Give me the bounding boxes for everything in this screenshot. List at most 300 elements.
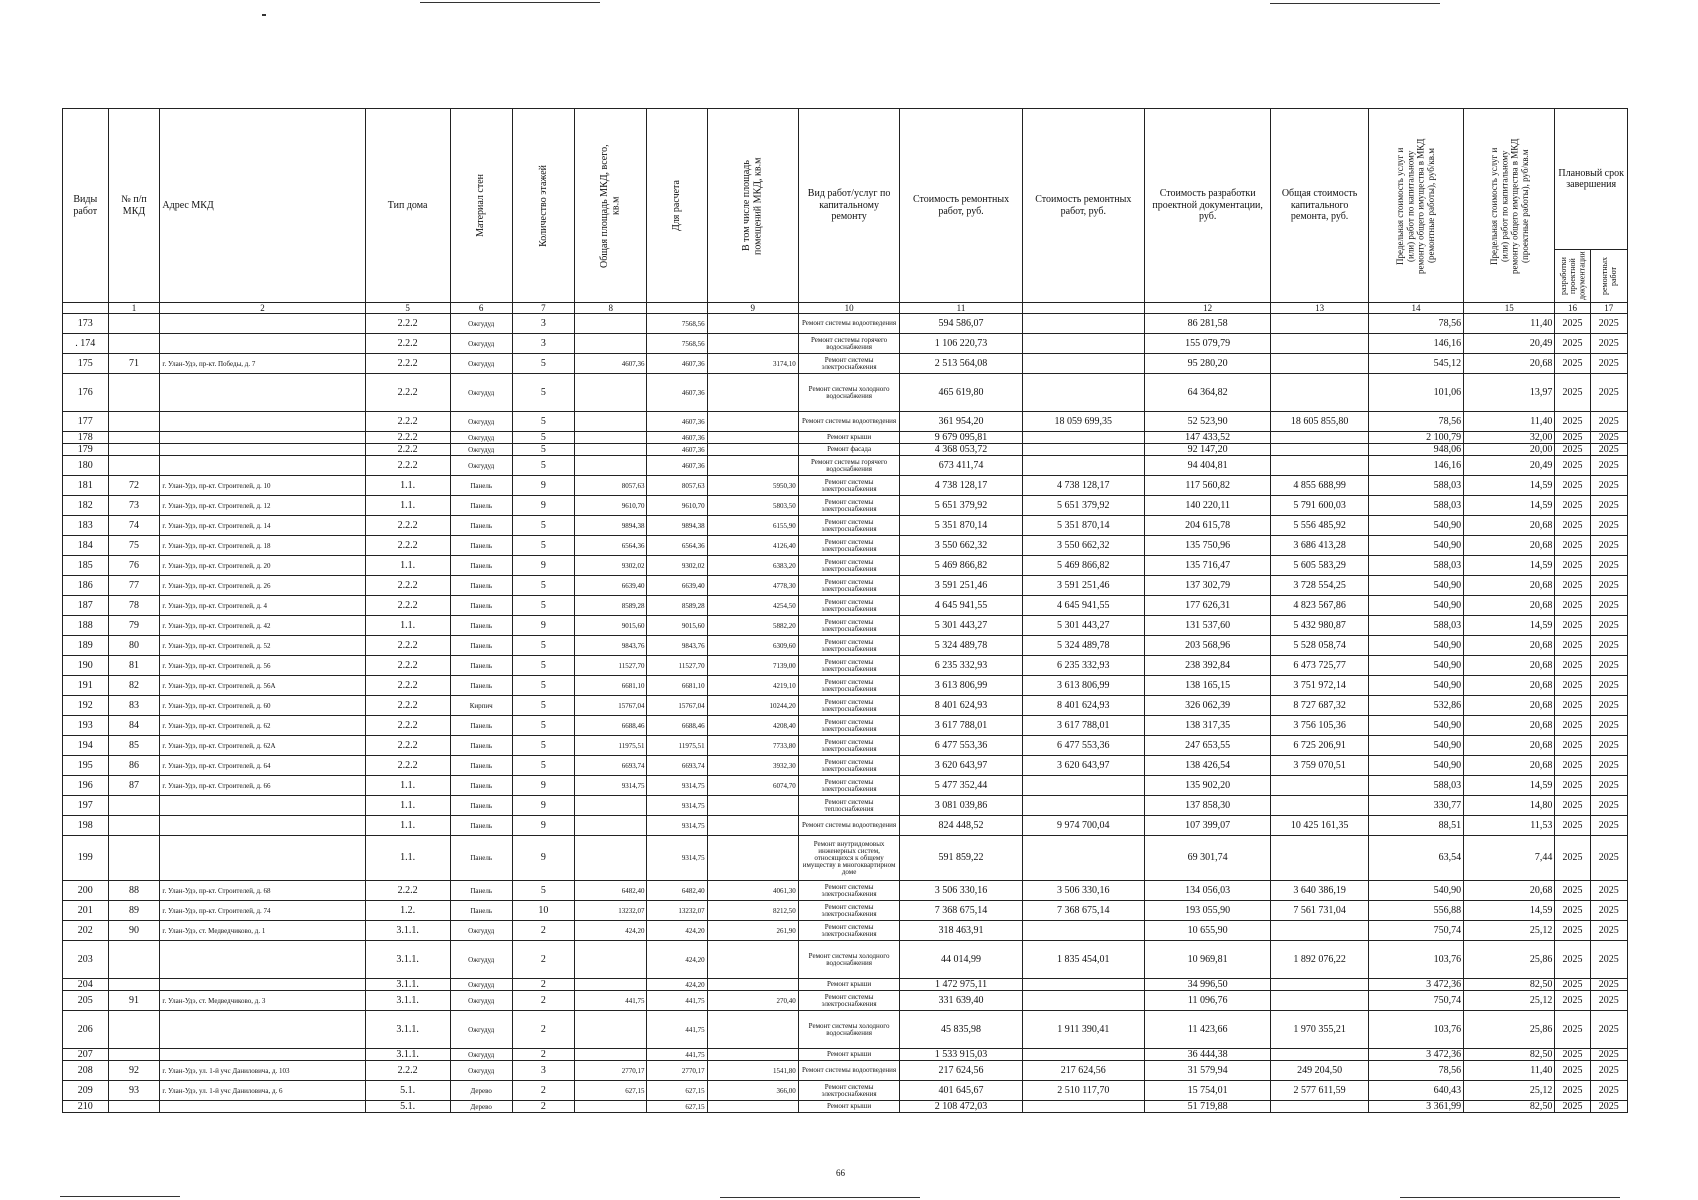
total-area-cell: 9843,76 <box>574 636 647 656</box>
scan-speck <box>720 1197 920 1198</box>
column-number-cell: 8 <box>574 303 647 314</box>
calc-area-cell: 7568,56 <box>647 334 707 354</box>
header-deadline-repair <box>1590 250 1627 303</box>
deadline-repair-cell: 2025 <box>1590 314 1627 334</box>
total-area-cell <box>574 444 647 456</box>
mkd-number <box>108 836 160 881</box>
table-row <box>63 656 1628 676</box>
repair-cost-cell: 8 401 624,93 <box>900 696 1022 716</box>
limit-repair-cell: 78,56 <box>1368 314 1463 334</box>
limit-repair-cell: 540,90 <box>1368 656 1463 676</box>
total-area-cell: 8589,28 <box>574 596 647 616</box>
deadline-repair-cell: 2025 <box>1590 656 1627 676</box>
address-cell <box>160 941 365 979</box>
repair-cost-total-cell <box>1022 456 1144 476</box>
wall-material-cell: Панель <box>450 676 512 696</box>
deadline-repair-cell: 2025 <box>1590 979 1627 991</box>
repair-cost-total-cell: 3 613 806,99 <box>1022 676 1144 696</box>
house-type-cell: 1.1. <box>365 796 450 816</box>
repair-cost-cell: 5 351 870,14 <box>900 516 1022 536</box>
deadline-repair-cell: 2025 <box>1590 736 1627 756</box>
address-cell: г. Улан-Удэ, пр-кт. Строителей, д. 74 <box>160 901 365 921</box>
house-type-cell: 2.2.2 <box>365 756 450 776</box>
row-number: 195 <box>63 756 109 776</box>
premises-area-cell: 270,40 <box>707 991 798 1011</box>
total-cost-cell <box>1271 796 1368 816</box>
row-number: 175 <box>63 354 109 374</box>
repair-cost-total-cell <box>1022 314 1144 334</box>
deadline-design-cell: 2025 <box>1555 776 1590 796</box>
deadline-design-cell: 2025 <box>1555 556 1590 576</box>
address-cell: г. Улан-Удэ, пр-кт. Победы, д. 7 <box>160 354 365 374</box>
address-cell: г. Улан-Удэ, пр-кт. Строителей, д. 64 <box>160 756 365 776</box>
calc-area-cell: 9843,76 <box>647 636 707 656</box>
work-type-cell: Ремонт системы электроснабжения <box>798 476 900 496</box>
repair-cost-cell: 3 613 806,99 <box>900 676 1022 696</box>
house-type-cell: 3.1.1. <box>365 1011 450 1049</box>
limit-repair-cell: 588,03 <box>1368 496 1463 516</box>
deadline-repair-cell: 2025 <box>1590 596 1627 616</box>
calc-area-cell: 424,20 <box>647 921 707 941</box>
floors-cell: 5 <box>512 881 574 901</box>
limit-repair-cell: 640,43 <box>1368 1081 1463 1101</box>
address-cell: г. Улан-Удэ, ул. 1-й учс Даниловича, д. 103 <box>160 1061 365 1081</box>
repair-cost-cell: 5 301 443,27 <box>900 616 1022 636</box>
wall-material-cell: Панель <box>450 796 512 816</box>
header-limit-a-text: Предельная стоимость услуг и (или) работ по капитальному ремонту общего имущества в МКД (ремонтные работы), руб/кв.м <box>1395 137 1437 274</box>
table-row <box>63 881 1628 901</box>
wall-material-cell: Панель <box>450 776 512 796</box>
column-number-cell: 7 <box>512 303 574 314</box>
limit-design-cell: 14,80 <box>1464 796 1555 816</box>
mkd-number: 75 <box>108 536 160 556</box>
limit-design-cell: 20,68 <box>1464 881 1555 901</box>
total-cost-cell <box>1271 1049 1368 1061</box>
row-number: 179 <box>63 444 109 456</box>
deadline-repair-cell: 2025 <box>1590 432 1627 444</box>
premises-area-cell: 3174,10 <box>707 354 798 374</box>
limit-repair-cell: 750,74 <box>1368 921 1463 941</box>
deadline-design-cell: 2025 <box>1555 314 1590 334</box>
row-number: 173 <box>63 314 109 334</box>
deadline-design-cell: 2025 <box>1555 991 1590 1011</box>
deadline-repair-cell: 2025 <box>1590 941 1627 979</box>
row-number: 189 <box>63 636 109 656</box>
mkd-number: 84 <box>108 716 160 736</box>
floors-cell: 5 <box>512 736 574 756</box>
limit-design-cell: 25,12 <box>1464 921 1555 941</box>
house-type-cell: 1.1. <box>365 616 450 636</box>
design-cost-cell: 69 301,74 <box>1144 836 1270 881</box>
row-number: 188 <box>63 616 109 636</box>
wall-material-cell: Ожгудуд <box>450 374 512 412</box>
work-type-cell: Ремонт системы электроснабжения <box>798 536 900 556</box>
total-area-cell <box>574 412 647 432</box>
mkd-number <box>108 314 160 334</box>
repair-cost-total-cell <box>1022 334 1144 354</box>
table-row <box>63 716 1628 736</box>
total-area-cell: 9015,60 <box>574 616 647 636</box>
calc-area-cell: 424,20 <box>647 941 707 979</box>
house-type-cell: 2.2.2 <box>365 716 450 736</box>
house-type-cell: 2.2.2 <box>365 334 450 354</box>
design-cost-cell: 131 537,60 <box>1144 616 1270 636</box>
floors-cell: 5 <box>512 636 574 656</box>
deadline-design-cell: 2025 <box>1555 816 1590 836</box>
work-type-cell: Ремонт крыши <box>798 979 900 991</box>
deadline-design-cell: 2025 <box>1555 354 1590 374</box>
design-cost-cell: 15 754,01 <box>1144 1081 1270 1101</box>
header-floors-text: Количество этажей <box>537 164 549 247</box>
address-cell: г. Улан-Удэ, пр-кт. Строителей, д. 66 <box>160 776 365 796</box>
total-area-cell: 6688,46 <box>574 716 647 736</box>
table-row <box>63 1101 1628 1113</box>
address-cell: г. Улан-Удэ, пр-кт. Строителей, д. 12 <box>160 496 365 516</box>
wall-material-cell: Ожгудуд <box>450 444 512 456</box>
floors-cell: 2 <box>512 991 574 1011</box>
row-number: 204 <box>63 979 109 991</box>
deadline-design-cell: 2025 <box>1555 444 1590 456</box>
repair-cost-total-cell: 3 591 251,46 <box>1022 576 1144 596</box>
work-type-cell: Ремонт системы электроснабжения <box>798 596 900 616</box>
table-row <box>63 516 1628 536</box>
premises-area-cell: 5950,30 <box>707 476 798 496</box>
total-cost-cell: 4 823 567,86 <box>1271 596 1368 616</box>
limit-repair-cell: 532,86 <box>1368 696 1463 716</box>
table-row <box>63 1049 1628 1061</box>
deadline-repair-cell: 2025 <box>1590 496 1627 516</box>
header-material-text: Материал стен <box>475 174 487 237</box>
address-cell: г. Улан-Удэ, пр-кт. Строителей, д. 68 <box>160 881 365 901</box>
total-area-cell <box>574 432 647 444</box>
wall-material-cell: Ожгудуд <box>450 432 512 444</box>
scan-speck <box>1400 1197 1620 1198</box>
mkd-number <box>108 941 160 979</box>
wall-material-cell: Ожгудуд <box>450 1061 512 1081</box>
limit-design-cell: 25,86 <box>1464 1011 1555 1049</box>
row-number: 180 <box>63 456 109 476</box>
premises-area-cell: 7139,00 <box>707 656 798 676</box>
premises-area-cell: 6155,90 <box>707 516 798 536</box>
work-type-cell: Ремонт системы горячего водоснабжения <box>798 334 900 354</box>
premises-area-cell <box>707 979 798 991</box>
floors-cell: 5 <box>512 596 574 616</box>
row-number: 196 <box>63 776 109 796</box>
repair-cost-cell: 45 835,98 <box>900 1011 1022 1049</box>
house-type-cell: 1.1. <box>365 556 450 576</box>
header-type: Тип дома <box>365 109 450 303</box>
column-number-cell: 17 <box>1590 303 1627 314</box>
deadline-design-cell: 2025 <box>1555 756 1590 776</box>
house-type-cell: 2.2.2 <box>365 636 450 656</box>
total-area-cell: 6482,40 <box>574 881 647 901</box>
work-type-cell: Ремонт крыши <box>798 1049 900 1061</box>
premises-area-cell <box>707 444 798 456</box>
table-row <box>63 696 1628 716</box>
limit-design-cell: 11,53 <box>1464 816 1555 836</box>
design-cost-cell: 107 399,07 <box>1144 816 1270 836</box>
table-row <box>63 736 1628 756</box>
floors-cell: 5 <box>512 354 574 374</box>
scan-speck <box>1270 3 1440 4</box>
total-area-cell <box>574 979 647 991</box>
floors-cell: 2 <box>512 1101 574 1113</box>
row-number: 178 <box>63 432 109 444</box>
limit-repair-cell: 330,77 <box>1368 796 1463 816</box>
total-area-cell <box>574 941 647 979</box>
column-number-cell: 9 <box>707 303 798 314</box>
repair-cost-total-cell <box>1022 979 1144 991</box>
repair-cost-cell: 3 617 788,01 <box>900 716 1022 736</box>
deadline-repair-cell: 2025 <box>1590 1049 1627 1061</box>
row-number: 181 <box>63 476 109 496</box>
row-number: 201 <box>63 901 109 921</box>
limit-repair-cell: 3 361,99 <box>1368 1101 1463 1113</box>
total-cost-cell: 4 855 688,99 <box>1271 476 1368 496</box>
deadline-repair-cell: 2025 <box>1590 536 1627 556</box>
house-type-cell: 1.1. <box>365 476 450 496</box>
limit-repair-cell: 146,16 <box>1368 456 1463 476</box>
deadline-design-cell: 2025 <box>1555 696 1590 716</box>
deadline-design-cell: 2025 <box>1555 656 1590 676</box>
design-cost-cell: 94 404,81 <box>1144 456 1270 476</box>
floors-cell: 2 <box>512 921 574 941</box>
limit-design-cell: 14,59 <box>1464 616 1555 636</box>
floors-cell: 3 <box>512 334 574 354</box>
header-calc-text: Для расчета <box>671 180 683 231</box>
total-cost-cell: 3 686 413,28 <box>1271 536 1368 556</box>
mkd-number: 72 <box>108 476 160 496</box>
repair-cost-total-cell: 5 469 866,82 <box>1022 556 1144 576</box>
deadline-repair-cell: 2025 <box>1590 412 1627 432</box>
limit-repair-cell: 63,54 <box>1368 836 1463 881</box>
address-cell <box>160 1101 365 1113</box>
row-number: 205 <box>63 991 109 1011</box>
house-type-cell: 1.1. <box>365 836 450 881</box>
repair-cost-total-cell <box>1022 921 1144 941</box>
deadline-repair-cell: 2025 <box>1590 796 1627 816</box>
calc-area-cell: 8057,63 <box>647 476 707 496</box>
limit-repair-cell: 540,90 <box>1368 736 1463 756</box>
total-cost-cell: 8 727 687,32 <box>1271 696 1368 716</box>
deadline-repair-cell: 2025 <box>1590 516 1627 536</box>
floors-cell: 5 <box>512 444 574 456</box>
repair-cost-total-cell: 3 617 788,01 <box>1022 716 1144 736</box>
limit-design-cell: 20,68 <box>1464 536 1555 556</box>
total-cost-cell: 3 756 105,36 <box>1271 716 1368 736</box>
scan-speck <box>60 1196 180 1197</box>
wall-material-cell: Панель <box>450 836 512 881</box>
limit-repair-cell: 540,90 <box>1368 576 1463 596</box>
total-cost-cell: 5 528 058,74 <box>1271 636 1368 656</box>
row-number: 198 <box>63 816 109 836</box>
work-type-cell: Ремонт системы электроснабжения <box>798 716 900 736</box>
house-type-cell: 2.2.2 <box>365 696 450 716</box>
header-deadline: Плановый срок завершения <box>1555 109 1628 250</box>
repair-cost-total-cell: 5 351 870,14 <box>1022 516 1144 536</box>
row-number: 184 <box>63 536 109 556</box>
floors-cell: 2 <box>512 1081 574 1101</box>
work-type-cell: Ремонт системы электроснабжения <box>798 496 900 516</box>
repair-cost-cell: 44 014,99 <box>900 941 1022 979</box>
repair-cost-total-cell: 7 368 675,14 <box>1022 901 1144 921</box>
mkd-number: 77 <box>108 576 160 596</box>
premises-area-cell: 6383,20 <box>707 556 798 576</box>
work-type-cell: Ремонт системы теплоснабжения <box>798 796 900 816</box>
mkd-number: 74 <box>108 516 160 536</box>
table-row <box>63 444 1628 456</box>
total-area-cell <box>574 816 647 836</box>
address-cell: г. Улан-Удэ, пр-кт. Строителей, д. 14 <box>160 516 365 536</box>
floors-cell: 2 <box>512 1049 574 1061</box>
premises-area-cell: 10244,20 <box>707 696 798 716</box>
wall-material-cell: Дерево <box>450 1101 512 1113</box>
table-row <box>63 596 1628 616</box>
design-cost-cell: 138 317,35 <box>1144 716 1270 736</box>
wall-material-cell: Панель <box>450 881 512 901</box>
limit-design-cell: 82,50 <box>1464 1049 1555 1061</box>
design-cost-cell: 36 444,38 <box>1144 1049 1270 1061</box>
design-cost-cell: 92 147,20 <box>1144 444 1270 456</box>
table-row <box>63 1061 1628 1081</box>
table-row <box>63 1081 1628 1101</box>
house-type-cell: 2.2.2 <box>365 432 450 444</box>
floors-cell: 9 <box>512 836 574 881</box>
premises-area-cell <box>707 836 798 881</box>
repair-cost-total-cell: 5 324 489,78 <box>1022 636 1144 656</box>
deadline-repair-cell: 2025 <box>1590 696 1627 716</box>
column-number-cell <box>647 303 707 314</box>
premises-area-cell <box>707 1049 798 1061</box>
table-row <box>63 676 1628 696</box>
deadline-repair-cell: 2025 <box>1590 444 1627 456</box>
deadline-design-cell: 2025 <box>1555 576 1590 596</box>
calc-area-cell: 6564,36 <box>647 536 707 556</box>
limit-repair-cell: 556,88 <box>1368 901 1463 921</box>
premises-area-cell: 6074,70 <box>707 776 798 796</box>
total-area-cell: 627,15 <box>574 1081 647 1101</box>
row-number: 207 <box>63 1049 109 1061</box>
work-type-cell: Ремонт крыши <box>798 1101 900 1113</box>
calc-area-cell: 4607,36 <box>647 444 707 456</box>
work-type-cell: Ремонт крыши <box>798 432 900 444</box>
table-row <box>63 556 1628 576</box>
address-cell <box>160 334 365 354</box>
limit-repair-cell: 540,90 <box>1368 881 1463 901</box>
address-cell: г. Улан-Удэ, ст. Медведчиково, д. 3 <box>160 991 365 1011</box>
deadline-repair-cell: 2025 <box>1590 991 1627 1011</box>
total-area-cell: 4607,36 <box>574 354 647 374</box>
table-body <box>63 314 1628 1113</box>
premises-area-cell <box>707 374 798 412</box>
table-row <box>63 536 1628 556</box>
floors-cell: 9 <box>512 776 574 796</box>
address-cell: г. Улан-Удэ, пр-кт. Строителей, д. 62А <box>160 736 365 756</box>
repair-cost-cell: 1 472 975,11 <box>900 979 1022 991</box>
limit-design-cell: 11,40 <box>1464 314 1555 334</box>
floors-cell: 2 <box>512 941 574 979</box>
repair-cost-total-cell: 5 651 379,92 <box>1022 496 1144 516</box>
deadline-repair-cell: 2025 <box>1590 676 1627 696</box>
limit-design-cell: 20,68 <box>1464 716 1555 736</box>
work-type-cell: Ремонт системы электроснабжения <box>798 656 900 676</box>
repair-cost-cell: 3 620 643,97 <box>900 756 1022 776</box>
floors-cell: 5 <box>512 656 574 676</box>
column-number-cell: 13 <box>1271 303 1368 314</box>
premises-area-cell: 6309,60 <box>707 636 798 656</box>
deadline-repair-cell: 2025 <box>1590 636 1627 656</box>
repair-cost-cell: 318 463,91 <box>900 921 1022 941</box>
calc-area-cell: 9015,60 <box>647 616 707 636</box>
repair-cost-cell: 465 619,80 <box>900 374 1022 412</box>
floors-cell: 5 <box>512 432 574 444</box>
mkd-number: 92 <box>108 1061 160 1081</box>
header-work-type: Вид работ/услуг по капитальному ремонту <box>798 109 900 303</box>
deadline-repair-cell: 2025 <box>1590 836 1627 881</box>
wall-material-cell: Ожгудуд <box>450 456 512 476</box>
calc-area-cell: 8589,28 <box>647 596 707 616</box>
calc-area-cell: 627,15 <box>647 1101 707 1113</box>
calc-area-cell: 6681,10 <box>647 676 707 696</box>
deadline-repair-cell: 2025 <box>1590 881 1627 901</box>
design-cost-cell: 247 653,55 <box>1144 736 1270 756</box>
wall-material-cell: Кирпич <box>450 696 512 716</box>
row-number: 206 <box>63 1011 109 1049</box>
wall-material-cell: Панель <box>450 516 512 536</box>
header-limit-b <box>1464 109 1555 303</box>
header-cost-b: Стоимость ремонтных работ, руб. <box>1022 109 1144 303</box>
premises-area-cell: 5882,20 <box>707 616 798 636</box>
design-cost-cell: 34 996,50 <box>1144 979 1270 991</box>
header-total-cost: Общая стоимость капитального ремонта, руб. <box>1271 109 1368 303</box>
mkd-number <box>108 374 160 412</box>
total-cost-cell <box>1271 776 1368 796</box>
limit-design-cell: 20,49 <box>1464 456 1555 476</box>
repair-cost-cell: 594 586,07 <box>900 314 1022 334</box>
row-number: 193 <box>63 716 109 736</box>
limit-design-cell: 20,68 <box>1464 756 1555 776</box>
design-cost-cell: 51 719,88 <box>1144 1101 1270 1113</box>
limit-design-cell: 25,12 <box>1464 1081 1555 1101</box>
wall-material-cell: Панель <box>450 576 512 596</box>
row-number: 208 <box>63 1061 109 1081</box>
repair-cost-total-cell: 3 620 643,97 <box>1022 756 1144 776</box>
limit-repair-cell: 101,06 <box>1368 374 1463 412</box>
floors-cell: 5 <box>512 456 574 476</box>
row-number: 203 <box>63 941 109 979</box>
deadline-design-cell: 2025 <box>1555 334 1590 354</box>
floors-cell: 9 <box>512 616 574 636</box>
premises-area-cell <box>707 412 798 432</box>
total-area-cell: 424,20 <box>574 921 647 941</box>
work-type-cell: Ремонт системы горячего водоснабжения <box>798 456 900 476</box>
work-type-cell: Ремонт системы электроснабжения <box>798 556 900 576</box>
premises-area-cell: 4208,40 <box>707 716 798 736</box>
limit-design-cell: 82,50 <box>1464 979 1555 991</box>
total-cost-cell: 18 605 855,80 <box>1271 412 1368 432</box>
house-type-cell: 2.2.2 <box>365 516 450 536</box>
calc-area-cell: 4607,36 <box>647 374 707 412</box>
mkd-number <box>108 816 160 836</box>
total-cost-cell <box>1271 334 1368 354</box>
wall-material-cell: Ожгудуд <box>450 991 512 1011</box>
house-type-cell: 2.2.2 <box>365 881 450 901</box>
premises-area-cell <box>707 1011 798 1049</box>
address-cell <box>160 444 365 456</box>
deadline-design-cell: 2025 <box>1555 1049 1590 1061</box>
column-number-cell: 15 <box>1464 303 1555 314</box>
header-premises-area <box>707 109 798 303</box>
